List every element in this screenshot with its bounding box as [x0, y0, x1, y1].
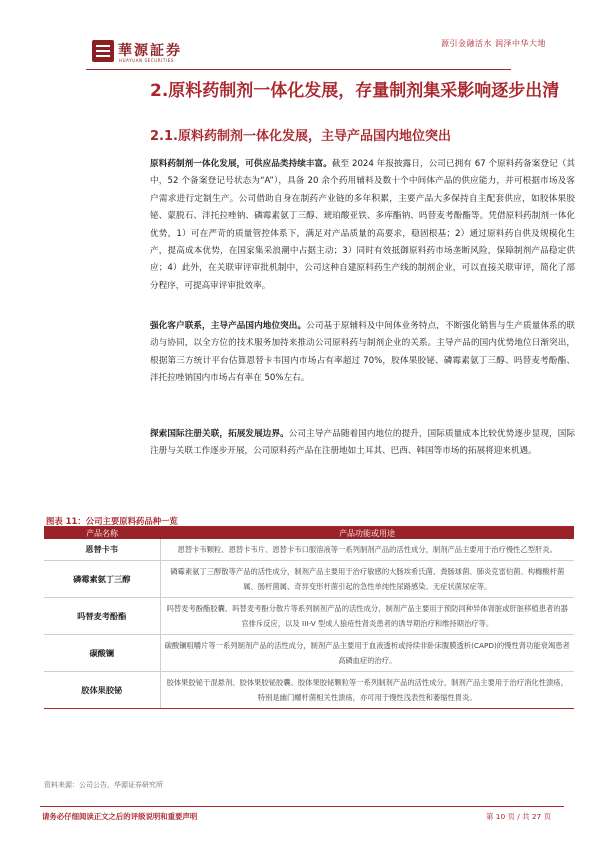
paragraph-customer [150, 318, 575, 388]
product-function: 胶体果胶铋干混悬剂、胶体果胶铋胶囊、胶体果胶铋颗粒等一系列制剂产品的活性成分，制剂产品主要用于治疗消化性溃疡，特别是幽门螺杆菌相关性溃疡，亦可用于慢性浅表性和萎缩性胃炎。 [160, 672, 574, 709]
header-divider [86, 69, 511, 70]
logo-icon [92, 40, 114, 62]
logo-subtext: HUAYUAN SECURITIES [119, 58, 174, 63]
product-function: 磷霉素氨丁三醇散等产品的活性成分，制剂产品主要用于治疗敏感的大肠埃希氏菌、粪肠球菌、肺炎克雷伯菌、构橼酸杆菌属、肠杆菌属、奇异变形杆菌引起的急性单纯性尿路感染、无症状菌尿症等。 [160, 561, 574, 598]
figure-source: 资料来源：公司公告，华源证券研究所 [44, 781, 163, 789]
column-header: 产品名称 [44, 527, 160, 539]
paragraph-international [150, 426, 575, 461]
header-slogan: 源引金融活水 润泽中华大地 [441, 39, 547, 48]
product-name: 胶体果胶铋 [44, 672, 160, 709]
product-name: 磷霉素氨丁三醇 [44, 561, 160, 598]
subsection-title: 2.1.原料药制剂一体化发展，主导产品国内地位突出 [150, 129, 451, 144]
table-header-row [44, 527, 574, 539]
product-name: 恩替卡韦 [44, 539, 160, 561]
footer-divider [40, 806, 564, 807]
products-table [44, 527, 574, 709]
product-function: 恩替卡韦颗粒、恩替卡韦片、恩替卡韦口服溶液等一系列制剂产品的活性成分，制剂产品主要用于治疗慢性乙型肝炎。 [160, 539, 574, 561]
table-row [44, 672, 574, 709]
product-function: 碳酸镧咀嚼片等一系列制剂产品的活性成分，制剂产品主要用于血液透析或持续非卧床腹膜透析(CAPD)的慢性肾功能衰竭患者高磷血症的治疗。 [160, 635, 574, 672]
product-name: 碳酸镧 [44, 635, 160, 672]
logo-text: 華源証券 [118, 43, 182, 59]
table-row [44, 539, 574, 561]
paragraph-text: 公司基于原辅料及中间体业务特点，不断强化销售与生产质量体系的联动与协同，以全方位的技术服务加持来推动公司原料药与制剂企业的关系。主导产品的国内优势地位日渐突出，根据第三方统计平台估算恩替卡韦国内市场占有率超过 70%，胶体果胶铋、磷霉素氨丁三醇、吗替麦考酚酯、泮托拉唑钠国内市场占有率在 50%左右。 [150, 321, 575, 384]
footer-disclaimer: 请务必仔细阅读正文之后的评级说明和重要声明 [42, 812, 198, 821]
paragraph-integration [150, 156, 575, 295]
figure-title: 图表 11：公司主要原料药品种一览 [46, 516, 178, 526]
paragraph-text: 截至 2024 年报披露日，公司已拥有 67 个原料药备案登记（其中，52 个备案登记号状态为“A”），具备 20 余个药用辅料及数十个中间体产品的供应能力，并可根据市场及客户需求进行定制生产。公司借助自身在制药产业链的多年积累，主要产品大多保持自主配套供应，如胶体果胶铋、蒙脱石、泮托拉唑钠、磷霉素氨丁三醇、琥珀酸亚铁、多库酯钠、吗替麦考酚酯等。凭借原料药制剂一体化优势，1）可在严苛的质量管控体系下，满足对产品质量的高要求，稳固根基；2）通过原料药自供及规模化生产，提高成本优势，在国家集采浪潮中占据主动；3）同时有效抵御原料药市场垄断风险，保障制剂产品稳定供应；4）此外，在关联审评审批机制中，公司这种自建原料药生产线的制剂企业，可以直接关联审评，简化了部分程序，可提高审评审批效率。 [150, 159, 575, 291]
column-header: 产品功能或用途 [160, 527, 574, 539]
paragraph-lead: 强化客户联系，主导产品国内地位突出。 [150, 321, 307, 331]
table-row [44, 561, 574, 598]
table-row [44, 598, 574, 635]
paragraph-lead: 探索国际注册关联，拓展发展边界。 [150, 429, 289, 439]
product-function: 吗替麦考酚酯胶囊、吗替麦考酚分散片等系列制剂产品的活性成分，制剂产品主要用于预防同种异体肾脏或肝脏移植患者的器官排斥反应，以及 III-V 型成人狼疮性肾炎患者的诱导期治疗和维持期治疗等。 [160, 598, 574, 635]
paragraph-lead: 原料药制剂一体化发展，可供应品类持续丰富。 [150, 159, 332, 169]
product-name: 吗替麦考酚酯 [44, 598, 160, 635]
table-row [44, 635, 574, 672]
section-title: 2.原料药制剂一体化发展，存量制剂集采影响逐步出清 [150, 81, 560, 101]
page-number: 第 10 页 / 共 27 页 [486, 812, 551, 821]
paragraph-text: 公司主导产品随着国内地位的提升，国际质量成本比较优势逐步显现，国际注册与关联工作逐步开展，公司原料药产品在注册地如土耳其、巴西、韩国等市场的拓展将迎来机遇。 [150, 429, 575, 457]
